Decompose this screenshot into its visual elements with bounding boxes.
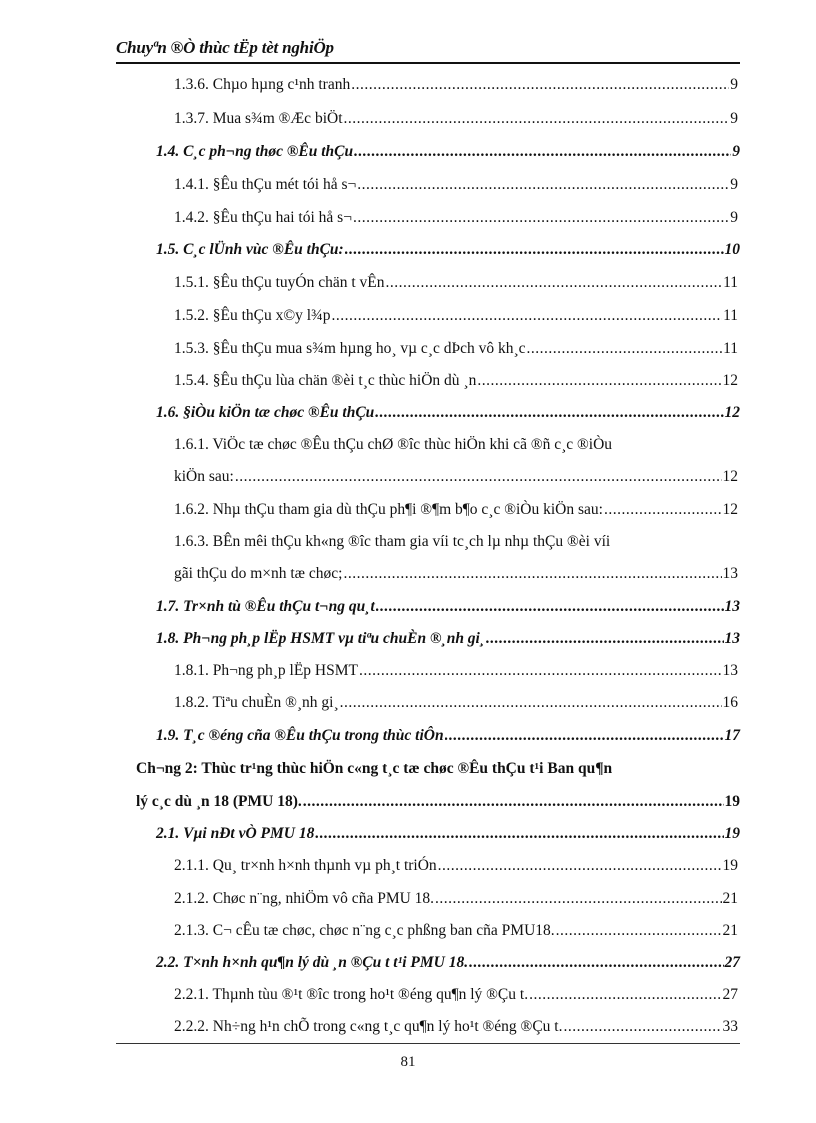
toc-section[interactable]: 1.9. T¸c ®éng cña ®Êu thÇu trong thùc tiÔn ..... 17 [156, 727, 740, 745]
toc-section[interactable]: 1.8. Ph¬ng ph¸p lËp HSMT vµ tiªu chuÈn ®¸nh gi¸ ..... 13 [156, 630, 740, 648]
header-rule [116, 62, 740, 64]
toc-entry[interactable]: 1.4.1. §Êu thÇu mét tói hå s¬ ..... 9 [174, 176, 738, 194]
toc-entry[interactable]: 1.4.2. §Êu thÇu hai tói hå s¬ ..... 9 [174, 209, 738, 227]
toc-entry[interactable]: 1.3.7. Mua s¾m ®Æc biÖt ..... 9 [174, 110, 738, 128]
toc-entry[interactable]: 1.6.2. Nhµ thÇu tham gia dù thÇu ph¶i ®¶m b¶o c¸c ®iÒu kiÖn sau: ..... 12 [174, 501, 738, 519]
toc-section[interactable]: 1.7. Tr×nh tù ®Êu thÇu t¬ng qu¸t ..... 13 [156, 598, 740, 616]
toc-entry[interactable]: 2.1.1. Qu¸ tr×nh h×nh thµnh vµ ph¸t triÓn ..... 19 [174, 857, 738, 875]
page-number: 81 [400, 1054, 416, 1070]
toc-entry[interactable]: 1.8.2. Tiªu chuÈn ®¸nh gi¸ ..... 16 [174, 694, 738, 712]
toc-entry[interactable]: 1.5.2. §Êu thÇu x©y l¾p ..... 11 [174, 307, 738, 325]
toc-chapter[interactable]: lý c¸c dù ¸n 18 (PMU 18). ..... 19 [136, 793, 740, 811]
toc-entry[interactable]: 2.2.1. Thµnh tùu ®¹t ®îc trong ho¹t ®éng qu¶n lý ®Çu t. ..... 27 [174, 986, 738, 1004]
toc-entry[interactable]: 1.8.1. Ph¬ng ph¸p lËp HSMT ..... 13 [174, 662, 738, 680]
toc-section[interactable]: 2.2. T×nh h×nh qu¶n lý dù ¸n ®Çu t t¹i PMU 18. ..... 27 [156, 954, 740, 972]
toc-entry[interactable]: 1.5.3. §Êu thÇu mua s¾m hµng ho¸ vµ c¸c dÞch vô kh¸c ..... 11 [174, 340, 738, 358]
toc-entry[interactable]: 2.1.3. C¬ cÊu tæ chøc, chøc n¨ng c¸c phßng ban cña PMU18. ..... 21 [174, 922, 738, 940]
toc-entry[interactable]: gãi thÇu do m×nh tæ chøc; ..... 13 [174, 565, 738, 583]
toc-entry[interactable]: 1.5.1. §Êu thÇu tuyÓn chän t vÊn ..... 11 [174, 274, 738, 292]
running-header: Chuyªn ®Ò thùc tËp tèt nghiÖp [116, 38, 334, 57]
toc-entry[interactable]: kiÖn sau: ..... 12 [174, 468, 738, 486]
toc-entry-line[interactable]: 1.6.1. ViÖc tæ chøc ®Êu thÇu chØ ®îc thùc hiÖn khi cã ®ñ c¸c ®iÒu [174, 436, 613, 453]
toc-entry[interactable]: 1.5.4. §Êu thÇu lùa chän ®èi t¸c thùc hiÖn dù ¸n ..... 12 [174, 372, 738, 390]
toc-section[interactable]: 2.1. Vµi nÐt vÒ PMU 18 ..... 19 [156, 825, 740, 843]
toc-entry-line[interactable]: 1.6.3. BÊn mêi thÇu kh«ng ®îc tham gia víi tc¸ch lµ nhµ thÇu ®èi víi [174, 533, 611, 550]
toc-chapter-line[interactable]: Ch¬ng 2: Thùc tr¹ng thùc hiÖn c«ng t¸c tæ chøc ®Êu thÇu t¹i Ban qu¶n [136, 760, 613, 777]
toc-section[interactable]: 1.6. §iÒu kiÖn tæ chøc ®Êu thÇu ..... 12 [156, 404, 740, 422]
toc-section[interactable]: 1.5. C¸c lÜnh vùc ®Êu thÇu: ..... 10 [156, 241, 740, 259]
toc-entry[interactable]: 1.3.6. Chµo hµng c¹nh tranh ..... 9 [174, 76, 738, 94]
toc-entry[interactable]: 2.2.2. Nh÷ng h¹n chÕ trong c«ng t¸c qu¶n lý ho¹t ®éng ®Çu t. ..... 33 [174, 1018, 738, 1036]
toc-section[interactable]: 1.4. C¸c ph¬ng thøc ®Êu thÇu ..... 9 [156, 143, 740, 161]
toc-entry[interactable]: 2.1.2. Chøc n¨ng, nhiÖm vô cña PMU 18. ..... 21 [174, 890, 738, 908]
footer-rule [116, 1043, 740, 1044]
